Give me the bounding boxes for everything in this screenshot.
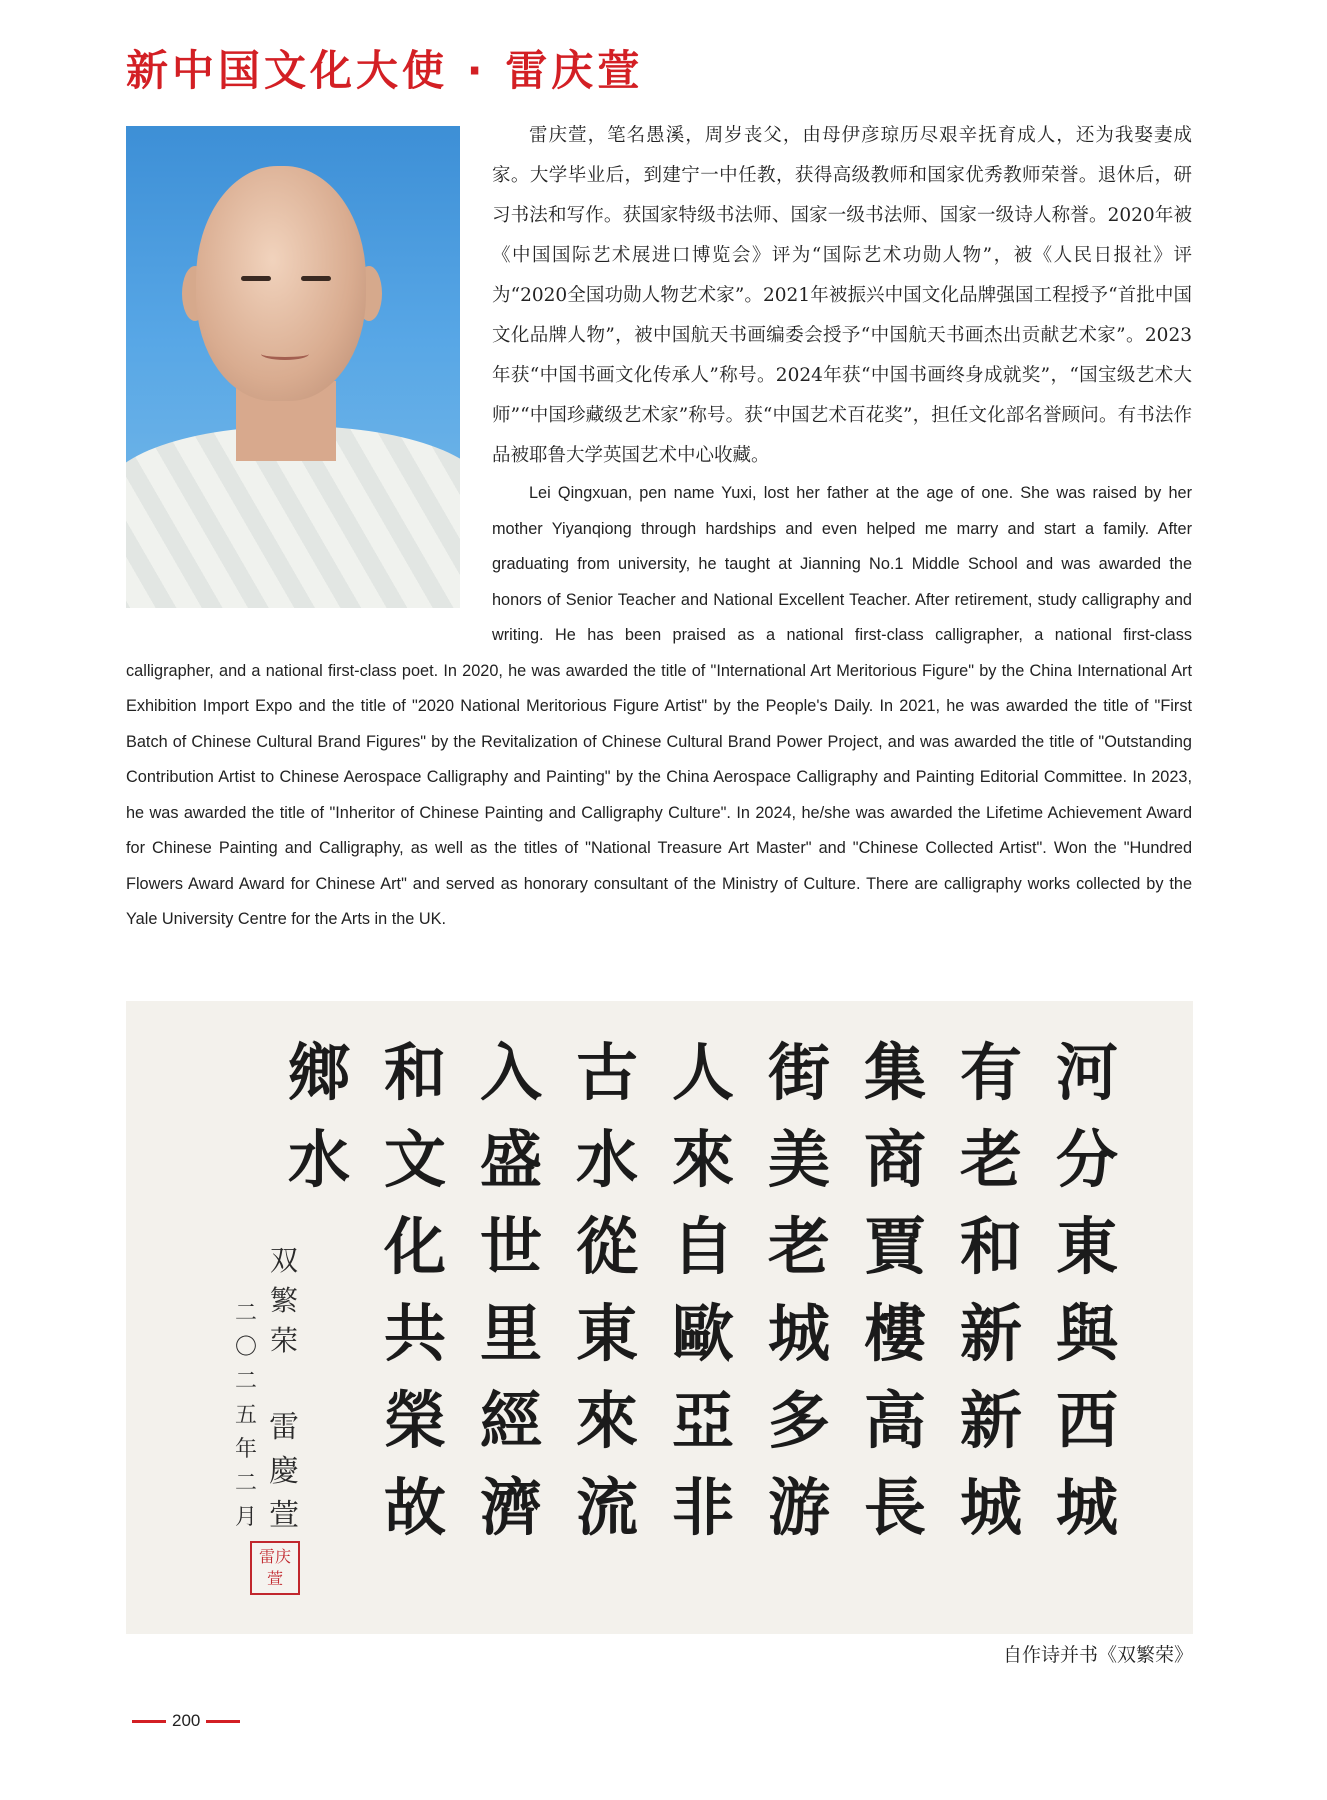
signature-date — [226, 1297, 266, 1535]
calligraphy-glyph: 歐 — [671, 1297, 734, 1370]
calligraphy-glyph: 河 — [1055, 1036, 1118, 1109]
calligraphy-glyph: 萱 — [269, 1498, 299, 1533]
calligraphy-glyph: 西 — [1055, 1384, 1118, 1457]
calligraphy-glyph: 故 — [383, 1471, 446, 1544]
calligraphy-glyph: 賈 — [863, 1210, 926, 1283]
calligraphy-column — [948, 1029, 1034, 1551]
calligraphy-glyph: 入 — [479, 1036, 542, 1109]
calligraphy-glyph: 城 — [1055, 1471, 1118, 1544]
calligraphy-glyph: 高 — [863, 1384, 926, 1457]
calligraphy-glyph: 雷 — [269, 1410, 299, 1445]
calligraphy-glyph: 游 — [767, 1471, 830, 1544]
calligraphy-glyph: 商 — [863, 1123, 926, 1196]
calligraphy-glyph: 亞 — [671, 1384, 734, 1457]
calligraphy-glyph: 流 — [575, 1471, 638, 1544]
calligraphy-glyph: 東 — [1055, 1210, 1118, 1283]
calligraphy-glyph: 二 — [234, 1471, 257, 1496]
calligraphy-glyph: 來 — [575, 1384, 638, 1457]
calligraphy-glyph: 五 — [234, 1403, 257, 1428]
artwork-caption: 自作诗并书《双繁荣》 — [1002, 1644, 1193, 1666]
calligraphy-glyph: 來 — [671, 1123, 734, 1196]
calligraphy-glyph: 城 — [767, 1297, 830, 1370]
calligraphy-artwork — [126, 1001, 1193, 1634]
calligraphy-glyph: 繁 — [269, 1284, 298, 1317]
red-seal: 雷庆萱 — [250, 1541, 300, 1595]
calligraphy-glyph: 從 — [575, 1210, 638, 1283]
signature-title — [264, 1241, 304, 1361]
page-number-rule — [206, 1720, 240, 1723]
calligraphy-glyph: 年 — [234, 1437, 257, 1462]
calligraphy-glyph: 美 — [767, 1123, 830, 1196]
calligraphy-glyph: 分 — [1055, 1123, 1118, 1196]
bio-chinese: 雷庆萱，笔名愚溪，周岁丧父，由母伊彦琼历尽艰辛抚育成人，还为我娶妻成家。大学毕业后，到建宁一中任教，获得高级教师和国家优秀教师荣誉。退休后，研习书法和写作。获国家特级书法师、国家一级书法师、国家一级诗人称誉。2020年被《中国国际艺术展进口博览会》评为“国际艺术功勋人物”，被《人民日报社》评为“2020全国功勋人物艺术家”。2021年被振兴中国文化品牌强国工程授予“首批中国文化品牌人物”，被中国航天书画编委会授予“中国航天书画杰出贡献艺术家”。2023年获“中国书画文化传承人”称号。2024年获“中国书画终身成就奖”，“国宝级艺术大师”“中国珍藏级艺术家”称号。获“中国艺术百花奖”，担任文化部名誉顾问。有书法作品被耶鲁大学英国艺术中心收藏。 — [492, 125, 1192, 466]
calligraphy-glyph: 與 — [1055, 1297, 1118, 1370]
calligraphy-glyph: 濟 — [479, 1471, 542, 1544]
calligraphy-glyph: 樓 — [863, 1297, 926, 1370]
calligraphy-column — [1044, 1029, 1130, 1551]
calligraphy-column — [660, 1029, 746, 1551]
page-number-text: 200 — [172, 1711, 201, 1730]
calligraphy-glyph: 新 — [959, 1297, 1022, 1370]
calligraphy-glyph: 長 — [863, 1471, 926, 1544]
calligraphy-glyph: 街 — [767, 1036, 830, 1109]
calligraphy-glyph: 老 — [767, 1210, 830, 1283]
calligraphy-glyph: 水 — [575, 1123, 638, 1196]
calligraphy-glyph: 榮 — [383, 1384, 446, 1457]
page-number-rule — [132, 1720, 166, 1723]
bio-english-block — [126, 476, 1192, 938]
calligraphy-glyph: 人 — [671, 1036, 734, 1109]
calligraphy-glyph: 荣 — [269, 1324, 298, 1357]
calligraphy-column — [276, 1029, 362, 1203]
calligraphy-glyph: 自 — [671, 1210, 734, 1283]
portrait-head — [196, 166, 366, 401]
calligraphy-glyph: 共 — [383, 1297, 446, 1370]
portrait-eye — [301, 276, 331, 281]
portrait-mouth — [261, 348, 309, 360]
calligraphy-glyph: 化 — [383, 1210, 446, 1283]
page-title: 新中国文化大使 · 雷庆萱 — [126, 46, 644, 95]
calligraphy-glyph: 和 — [383, 1036, 446, 1109]
calligraphy-glyph: 有 — [959, 1036, 1022, 1109]
calligraphy-glyph: 世 — [479, 1210, 542, 1283]
calligraphy-glyph: 新 — [959, 1384, 1022, 1457]
calligraphy-glyph: 集 — [863, 1036, 926, 1109]
calligraphy-glyph: 双 — [269, 1244, 298, 1277]
calligraphy-column — [564, 1029, 650, 1551]
signature-name — [264, 1406, 304, 1538]
calligraphy-glyph: 〇 — [234, 1335, 257, 1360]
calligraphy-glyph: 古 — [575, 1036, 638, 1109]
bio-english: Lei Qingxuan, pen name Yuxi, lost her father at the age of one. She was raised by her mother Yiyanqiong through hardships and even helped me marry and start a family. After graduating from university, he taught at Jianning No.1 Middle School and was awarded the honors of Senior Teacher and National Excellent Teacher. After retirement, study calligraphy and writing. He has been praised as a national first-class calligrapher, a national first-class calligrapher, and a national first-class poet. In 2020, he was awarded the title of "International Art Meritorious Figure" by the China International Art Exhibition Import Expo and the title of "2020 National Meritorious Figure Artist" by the People's Daily. In 2021, he was awarded the title of "First Batch of Chinese Cultural Brand Figures" by the Revitalization of Chinese Cultural Brand Power Project, and was awarded the title of "Outstanding Contribution Artist to Chinese Aerospace Calligraphy and Painting" by the China Aerospace Calligraphy and Painting Editorial Committee. In 2023, he was awarded the title of "Inheritor of Chinese Painting and Calligraphy Culture". In 2024, he/she was awarded the Lifetime Achievement Award for Chinese Painting and Calligraphy, as well as the titles of "National Treasure Art Master" and "Chinese Collected Artist". Won the "Hundred Flowers Award Award for Chinese Art" and served as honorary consultant of the Ministry of Culture. There are calligraphy works collected by the Yale University Centre for the Arts in the UK. — [126, 484, 1192, 928]
calligraphy-glyph: 水 — [287, 1123, 350, 1196]
calligraphy-column — [852, 1029, 938, 1551]
calligraphy-glyph: 多 — [767, 1384, 830, 1457]
calligraphy-glyph: 月 — [234, 1505, 257, 1530]
calligraphy-glyph: 里 — [479, 1297, 542, 1370]
calligraphy-glyph: 老 — [959, 1123, 1022, 1196]
calligraphy-glyph: 二 — [234, 1301, 257, 1326]
calligraphy-glyph: 經 — [479, 1384, 542, 1457]
calligraphy-glyph: 城 — [959, 1471, 1022, 1544]
calligraphy-glyph: 二 — [234, 1369, 257, 1394]
calligraphy-glyph: 慶 — [269, 1454, 299, 1489]
calligraphy-glyph: 盛 — [479, 1123, 542, 1196]
calligraphy-glyph: 非 — [671, 1471, 734, 1544]
calligraphy-glyph: 東 — [575, 1297, 638, 1370]
calligraphy-column — [468, 1029, 554, 1551]
portrait-eye — [241, 276, 271, 281]
calligraphy-glyph: 鄉 — [287, 1036, 350, 1109]
page-number — [126, 1711, 246, 1731]
calligraphy-column — [756, 1029, 842, 1551]
calligraphy-column — [372, 1029, 458, 1551]
calligraphy-glyph: 文 — [383, 1123, 446, 1196]
calligraphy-glyph: 和 — [959, 1210, 1022, 1283]
